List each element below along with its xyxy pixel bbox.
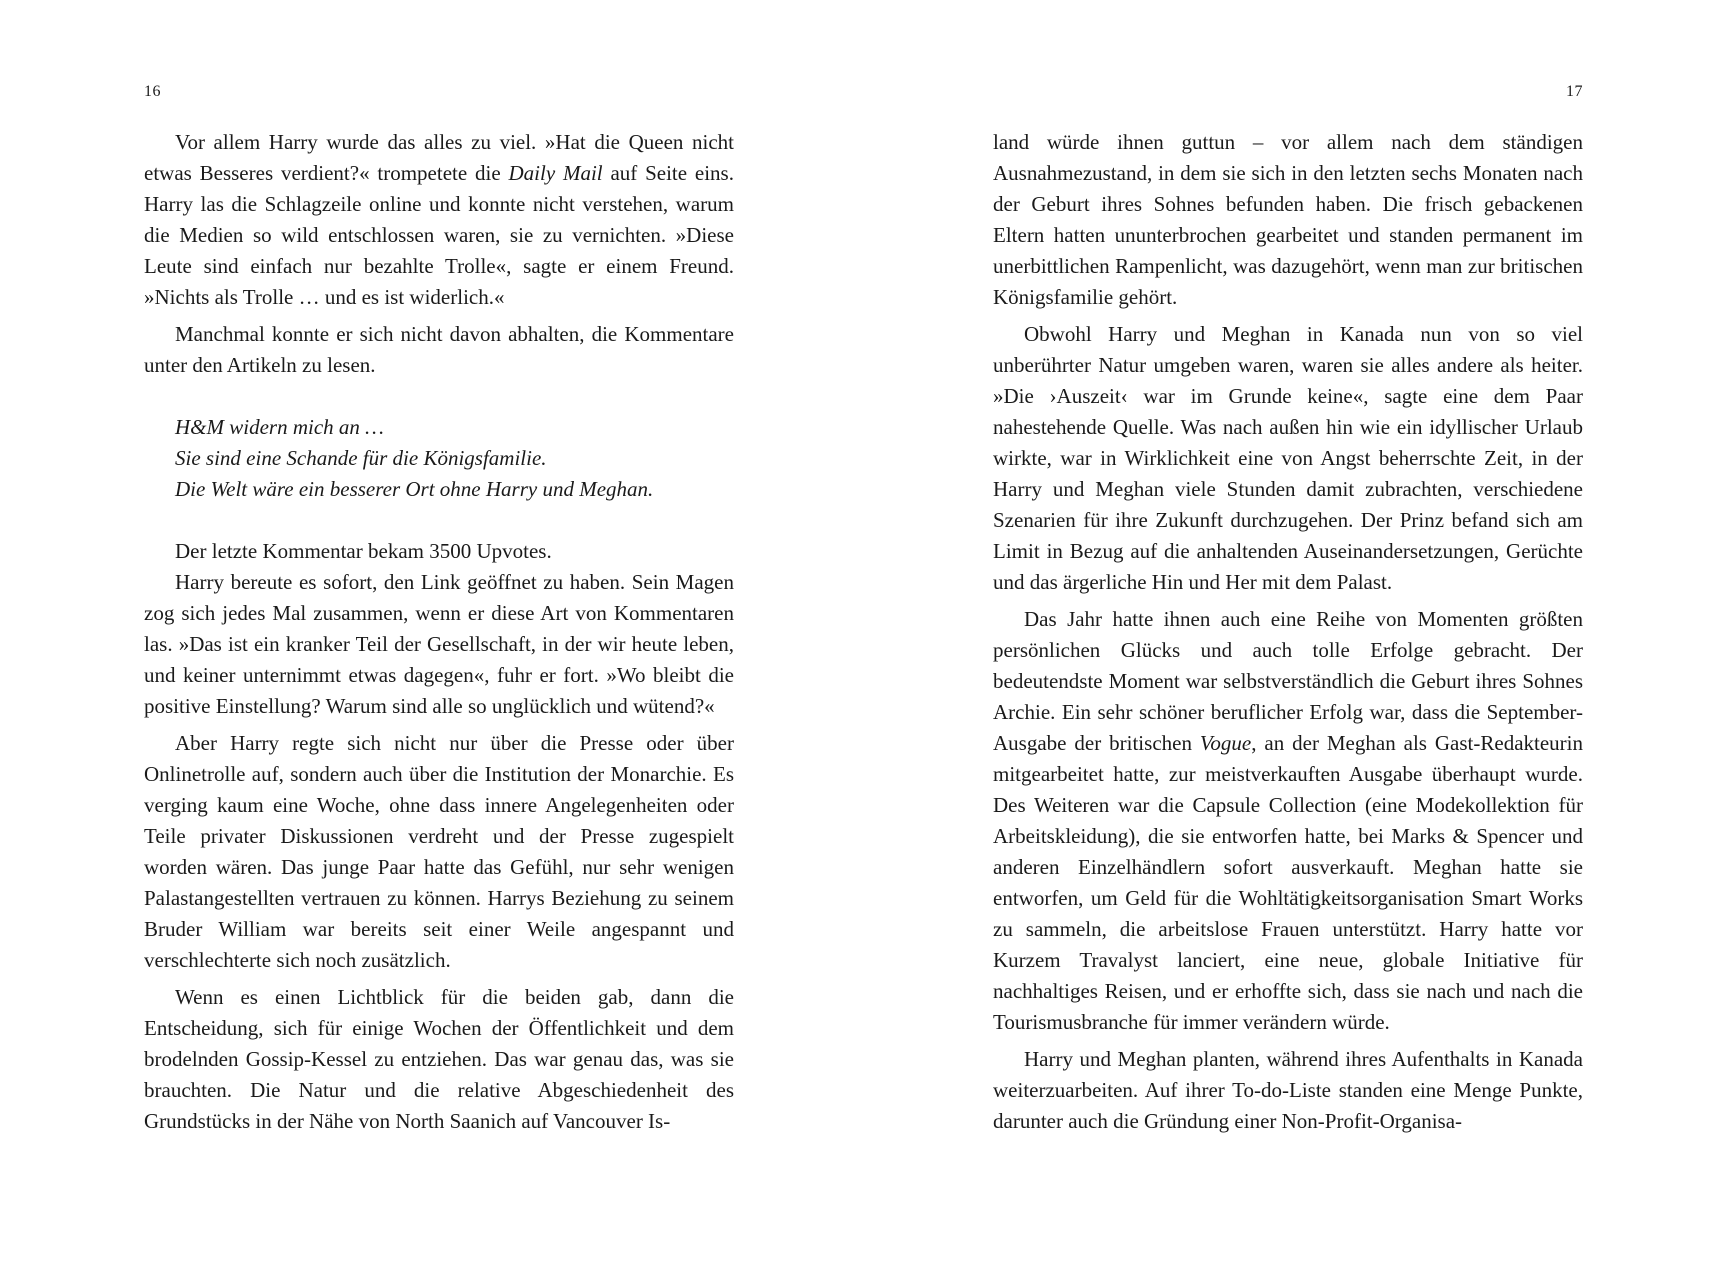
- body-text: [144, 127, 734, 1137]
- text-run: , an der Meghan als Gast-Redakteurin mitgearbeitet hatte, zur meistverkauften Ausgabe überhaupt wurde. Des Weiteren war die Capsule Collection (eine Modekollektion für Arbeitskleidung), die sie entworfen hatte, bei Marks & Spencer und anderen Einzelhändlern sofort ausverkauft. Meghan hatte sie entworfen, um Geld für die Wohltätigkeitsorganisation Smart Works zu sammeln, die arbeitslose Frauen unterstützt. Harry hatte vor Kurzem Travalyst lanciert, eine neue, globale Initiative für nachhaltiges Reisen, und er erhoffte sich, dass sie nach und nach die Tourismusbranche für immer verändern würde.: [993, 731, 1583, 1034]
- paragraph: [993, 604, 1583, 1038]
- quoted-comments: [144, 412, 734, 505]
- quoted-comment: Die Welt wäre ein besserer Ort ohne Harry und Meghan.: [175, 477, 654, 501]
- paragraph: Der letzte Kommentar bekam 3500 Upvotes.: [175, 539, 552, 563]
- newspaper-title: Daily Mail: [508, 161, 603, 185]
- paragraph: [144, 127, 734, 313]
- page-number: 16: [144, 83, 161, 100]
- paragraph: Wenn es einen Lichtblick für die beiden gab, dann die Entscheidung, sich für einige Wochen der Öffentlichkeit und dem brodelnden Gossip-Kessel zu entziehen. Das war genau das, was sie brauchten. Die Natur und die relative Abgeschiedenheit des Grundstücks in der Nähe von North Saanich auf Vancouver Is-: [144, 985, 734, 1133]
- text-run: Das Jahr hatte ihnen auch eine Reihe von Momenten größten persönlichen Glücks und auch tolle Erfolge gebracht. Der bedeutendste Moment war selbstverständlich die Geburt ihres Sohnes Archie. Ein sehr schöner beruflicher Erfolg war, dass die September-Ausgabe der britischen: [993, 607, 1583, 755]
- text-run: auf Seite eins. Harry las die Schlagzeile online und konnte nicht verstehen, warum die Medien so wild entschlossen waren, sie zu vernichten. »Diese Leute sind einfach nur bezahlte Trolle«, sagte er einem Freund. »Nichts als Trolle … und es ist widerlich.«: [144, 161, 734, 309]
- paragraph: Harry und Meghan planten, während ihres Aufenthalts in Kanada weiterzuarbeiten. Auf ihrer To-do-Liste standen eine Menge Punkte, darunter auch die Gründung einer Non-Profit-Organisa-: [993, 1047, 1583, 1133]
- right-page: [856, 0, 1713, 1270]
- magazine-title: Vogue: [1199, 731, 1252, 755]
- quoted-comment: Sie sind eine Schande für die Königsfamilie.: [175, 446, 547, 470]
- quoted-comment: H&M widern mich an …: [175, 415, 384, 439]
- paragraph: Harry bereute es sofort, den Link geöffnet zu haben. Sein Magen zog sich jedes Mal zusammen, wenn er diese Art von Kommentaren las. »Das ist ein kranker Teil der Gesellschaft, in der wir heute leben, und keiner unternimmt etwas dagegen«, fuhr er fort. »Wo bleibt die positive Einstellung? Warum sind alle so unglücklich und wütend?«: [144, 570, 734, 718]
- paragraph: Obwohl Harry und Meghan in Kanada nun von so viel unberührter Natur umgeben waren, waren sie alles andere als heiter. »Die ›Auszeit‹ war im Grunde keine«, sagte eine dem Paar nahestehende Quelle. Was nach außen hin wie ein idyllischer Urlaub wirkte, war in Wirklichkeit eine von Angst beherrschte Zeit, in der Harry und Meghan viele Stunden damit zubrachten, verschiedene Szenarien für ihre Zukunft durchzugehen. Der Prinz befand sich am Limit in Bezug auf die anhaltenden Auseinandersetzungen, Gerüchte und das ärgerliche Hin und Her mit dem Palast.: [993, 322, 1583, 594]
- paragraph: land würde ihnen guttun – vor allem nach dem ständigen Ausnahmezustand, in dem sie sich in den letzten sechs Monaten nach der Geburt ihres Sohnes befunden haben. Die frisch gebackenen Eltern hatten ununterbrochen gearbeitet und standen permanent im unerbittlichen Rampenlicht, was dazugehört, wenn man zur britischen Königsfamilie gehört.: [993, 130, 1583, 309]
- page-number: 17: [1566, 83, 1583, 100]
- left-page: [0, 0, 856, 1270]
- body-text: [993, 127, 1583, 1137]
- text-run: Vor allem Harry wurde das alles zu viel. »Hat die Queen nicht etwas Besseres verdient?« trompetete die: [144, 130, 734, 185]
- paragraph: Aber Harry regte sich nicht nur über die Presse oder über Onlinetrolle auf, sondern auch über die Institution der Monarchie. Es verging kaum eine Woche, ohne dass innere Angelegenheiten oder Teile privater Diskussionen verdreht und der Presse zugespielt worden wären. Das junge Paar hatte das Gefühl, nur sehr wenigen Palastangestellten vertrauen zu können. Harrys Beziehung zu seinem Bruder William war bereits seit einer Weile angespannt und verschlechterte sich noch zusätzlich.: [144, 731, 734, 972]
- paragraph: Manchmal konnte er sich nicht davon abhalten, die Kommentare unter den Artikeln zu lesen.: [144, 322, 734, 377]
